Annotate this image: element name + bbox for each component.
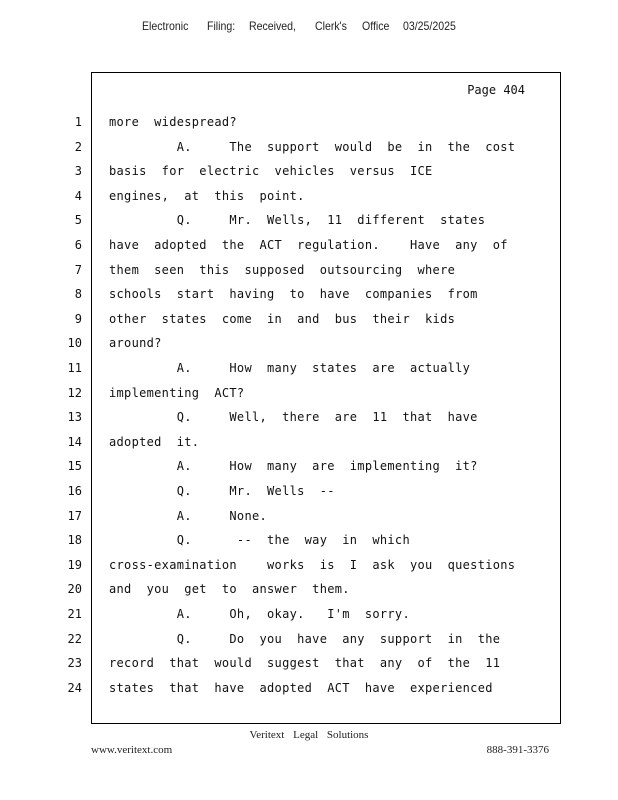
line-number: 22 — [67, 631, 82, 646]
footer-phone: 888-391-3376 — [486, 744, 549, 756]
filing-word: Electronic — [142, 19, 189, 33]
line-number: 3 — [74, 164, 82, 179]
page-number: Page 404 — [467, 83, 525, 97]
line-text: Q. Mr. Wells, 11 different states — [109, 213, 486, 228]
line-text: engines, at this point. — [109, 188, 305, 203]
transcript-page-frame — [91, 72, 561, 724]
line-number: 14 — [67, 434, 82, 449]
line-text: A. Oh, okay. I'm sorry. — [109, 607, 410, 621]
line-text: more widespread? — [109, 115, 237, 129]
line-number: 21 — [67, 607, 82, 621]
line-text: cross-examination works is I ask you questions — [109, 557, 516, 572]
footer-company: Veritext Legal Solutions — [249, 729, 369, 741]
line-number: 7 — [74, 262, 82, 277]
line-number: 6 — [74, 238, 82, 252]
line-number: 20 — [67, 582, 82, 597]
line-text: states that have adopted ACT have experienced — [109, 680, 493, 695]
filing-word: Received, — [249, 19, 296, 33]
line-text: adopted it. — [109, 434, 200, 449]
line-text: Q. Well, there are 11 that have — [109, 410, 478, 425]
footer-website: www.veritext.com — [91, 744, 173, 756]
line-number: 13 — [67, 410, 82, 425]
line-number: 16 — [67, 484, 82, 498]
line-number: 15 — [67, 459, 82, 474]
line-text: record that would suggest that any of the 11 — [109, 656, 501, 671]
line-number: 1 — [74, 115, 82, 129]
line-number: 9 — [74, 311, 82, 326]
line-text: Q. -- the way in which — [109, 533, 410, 548]
line-number: 19 — [67, 557, 82, 572]
line-number: 11 — [67, 361, 82, 375]
line-number: 8 — [74, 287, 82, 302]
line-text: around? — [109, 336, 162, 351]
line-number: 12 — [67, 385, 82, 400]
line-text: them seen this supposed outsourcing where — [109, 262, 456, 277]
filing-word: Office — [362, 19, 390, 33]
line-number: 5 — [74, 213, 82, 228]
line-text: schools start having to have companies from — [109, 287, 478, 302]
line-number: 18 — [67, 533, 82, 548]
line-text: implementing ACT? — [109, 385, 245, 400]
line-text: Q. Mr. Wells -- — [109, 484, 335, 498]
line-number: 23 — [67, 656, 82, 671]
line-text: have adopted the ACT regulation. Have any of — [109, 238, 508, 252]
line-number: 10 — [67, 336, 82, 351]
line-text: and you get to answer them. — [109, 582, 350, 597]
line-text: A. How many are implementing it? — [109, 459, 478, 474]
line-text: A. None. — [109, 508, 268, 523]
line-number: 4 — [74, 188, 82, 203]
line-text: other states come in and bus their kids — [109, 311, 456, 326]
line-text: basis for electric vehicles versus ICE — [109, 164, 433, 179]
filing-word: Filing: — [207, 19, 236, 33]
filing-word: 03/25/2025 — [403, 19, 456, 33]
filing-word: Clerk's — [315, 19, 347, 33]
line-number: 2 — [74, 139, 82, 154]
line-text: Q. Do you have any support in the — [109, 631, 501, 646]
line-text: A. The support would be in the cost — [109, 139, 516, 154]
line-text: A. How many states are actually — [109, 361, 471, 375]
line-number: 24 — [67, 680, 82, 695]
line-number: 17 — [67, 508, 82, 523]
